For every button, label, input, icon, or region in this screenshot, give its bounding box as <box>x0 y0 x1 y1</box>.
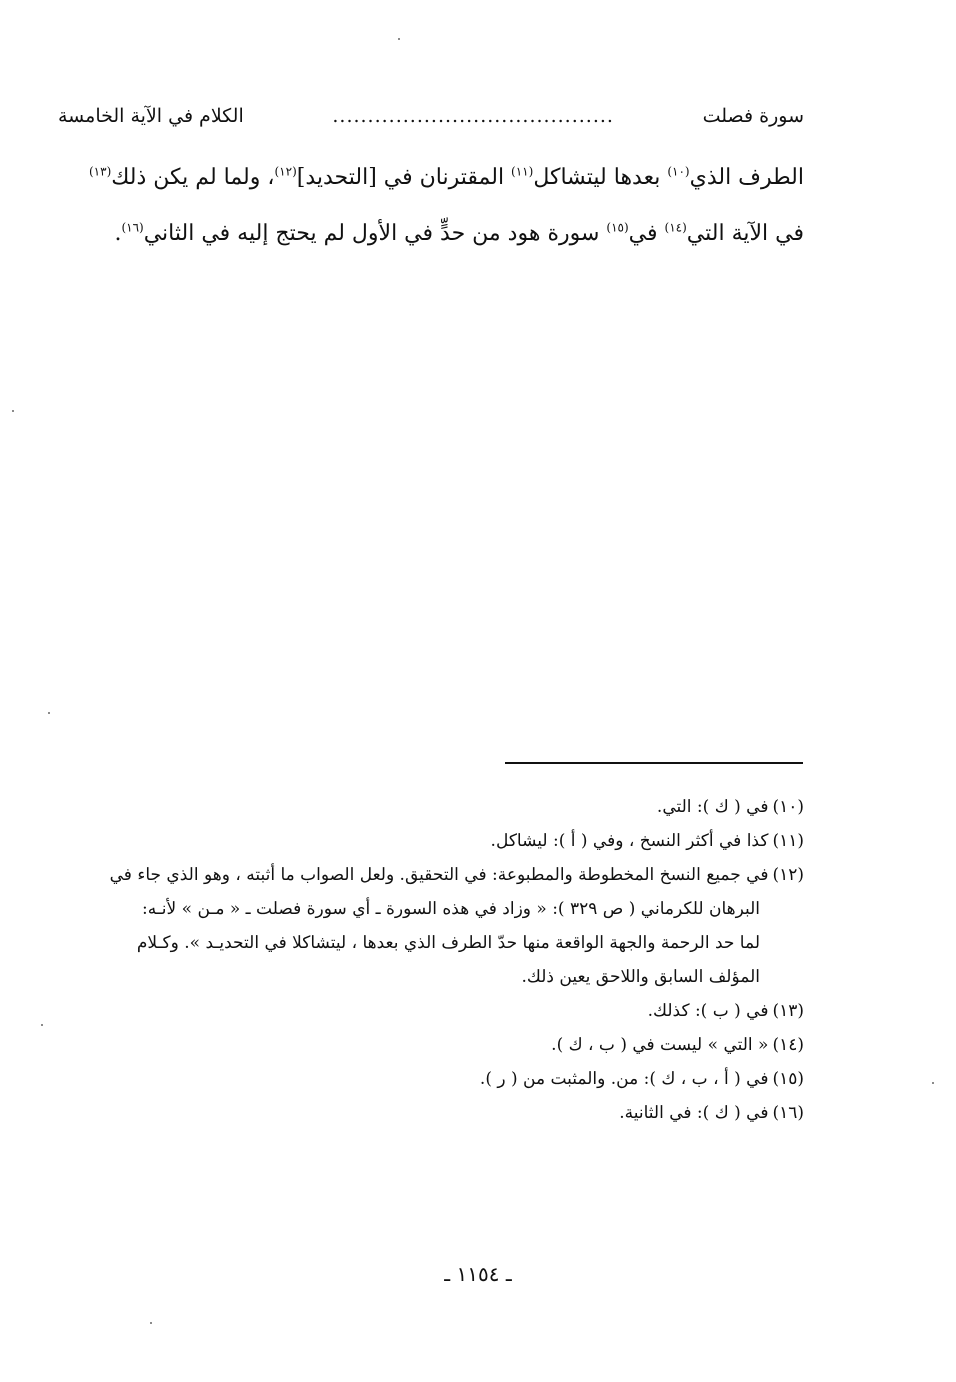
header-dot-leader: ........................................ <box>332 105 614 127</box>
scan-speck <box>932 1082 934 1084</box>
footnote-16: (١٦)في ( ك ): في الثانية. <box>619 1103 804 1123</box>
main-text-line-1: الطرف الذي$^{(١٠)}$ بعدها ليتشاكل$^{(١١)}$ المقترنان في [التحديد]$^{(١٢)}$، ولما لم يكن ذلك$^{(١٣)}$ <box>88 164 804 190</box>
footnote-ref-12: (١٢) <box>274 164 297 179</box>
footnote-ref-11: (١١) <box>511 164 534 179</box>
footnote-separator <box>505 762 803 764</box>
footnote-ref-15: (١٥) <box>606 220 629 235</box>
footnote-ref-16: (١٦) <box>121 220 144 235</box>
footnote-14: (١٤)« التي » ليست في ( ب ، ك ). <box>551 1035 804 1055</box>
footnote-15: (١٥)في ( أ ، ب ، ك ): من. والمثبت من ( ر ). <box>479 1069 804 1089</box>
running-header <box>58 100 804 132</box>
main-text-line-2: في الآية التي$^{(١٤)}$ في$^{(١٥)}$ سورة هود من حدٍّ في الأول لم يحتج إليه في الثاني$^{(١٦)}$. <box>114 220 804 246</box>
footnotes <box>60 790 804 1130</box>
scan-speck <box>48 712 50 714</box>
page-number: ـ ١١٥٤ ـ <box>444 1262 512 1286</box>
main-text <box>60 150 804 262</box>
header-surah-title: سورة فصلت <box>702 105 804 127</box>
scan-speck <box>398 38 400 40</box>
footnote-ref-10: (١٠) <box>667 164 690 179</box>
footnote-13: (١٣)في ( ب ): كذلك. <box>647 1001 804 1021</box>
scan-speck <box>41 1024 43 1026</box>
footnote-12-continuation-3: المؤلف السابق واللاحق يعين ذلك. <box>521 967 760 987</box>
header-section-title: الكلام في الآية الخامسة <box>58 105 244 127</box>
scan-speck <box>150 1322 152 1324</box>
footnote-12-continuation-1: البرهان للكرماني ( ص ٣٢٩ ): « وزاد في هذه السورة ـ أي سورة فصلت ـ « مـن » لأنـه: <box>141 899 760 919</box>
footnote-ref-14: (١٤) <box>664 220 687 235</box>
footnote-11: (١١)كذا في أكثر النسخ ، وفي ( أ ): ليشاكل. <box>490 831 804 851</box>
footnote-ref-13: (١٣) <box>88 164 112 179</box>
footnote-12: (١٢)في جميع النسخ المخطوطة والمطبوعة: في التحقيق. ولعل الصواب ما أثبته ، وهو الذي جاء في <box>109 865 804 885</box>
scan-speck <box>12 410 14 412</box>
footnote-10: (١٠)في ( ك ): التي. <box>656 797 804 817</box>
footnote-12-continuation-2: لما حد الرحمة والجهة الواقعة منها حدّ الطرف الذي بعدها ، ليتشاكلا في التحديـد ». وكـلام <box>136 933 760 953</box>
